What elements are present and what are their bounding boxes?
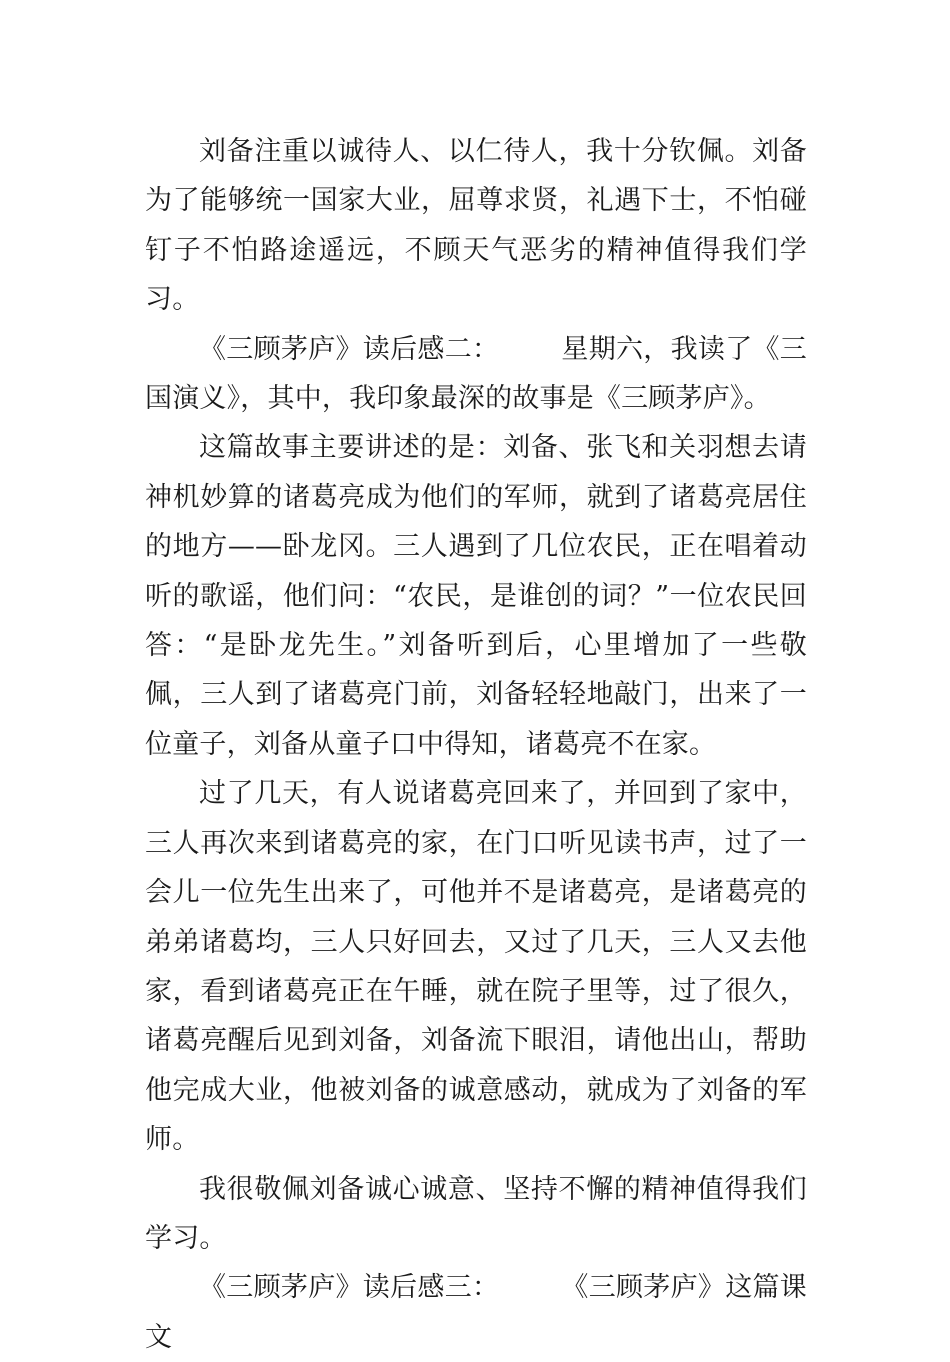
paragraph-text: 刘备注重以诚待人、以仁待人，我十分钦佩。刘备为了能够统一国家大业，屈尊求贤，礼遇下士，不怕碰钉子不怕路途遥远，不顾天气恶劣的精神值得我们学习。 bbox=[145, 136, 807, 316]
paragraph-2 bbox=[145, 325, 807, 424]
section-heading: 《三顾茅庐》读后感三： bbox=[199, 1272, 500, 1304]
section-heading: 《三顾茅庐》读后感二： bbox=[199, 333, 500, 365]
paragraph-text: 《三顾茅庐》这篇课文 bbox=[145, 1272, 807, 1353]
paragraph-4 bbox=[145, 769, 807, 1164]
paragraph-5 bbox=[145, 1165, 807, 1264]
paragraph-text: 这篇故事主要讲述的是：刘备、张飞和关羽想去请神机妙算的诸葛亮成为他们的军师，就到了诸葛亮居住的地方——卧龙冈。三人遇到了几位农民，正在唱着动听的歌谣，他们问：“农民，是谁创的词？”一位农民回答：“是卧龙先生。”刘备听到后，心里增加了一些敬佩，三人到了诸葛亮门前，刘备轻轻地敲门，出来了一位童子，刘备从童子口中得知，诸葛亮不在家。 bbox=[145, 432, 807, 760]
paragraph-text: 我很敬佩刘备诚心诚意、坚持不懈的精神值得我们学习。 bbox=[145, 1173, 807, 1254]
paragraph-3 bbox=[145, 423, 807, 769]
paragraph-6 bbox=[145, 1263, 807, 1362]
document-page bbox=[145, 127, 807, 1362]
paragraph-1 bbox=[145, 127, 807, 325]
paragraph-text: 过了几天，有人说诸葛亮回来了，并回到了家中，三人再次来到诸葛亮的家，在门口听见读书声，过了一会儿一位先生出来了，可他并不是诸葛亮，是诸葛亮的弟弟诸葛均，三人只好回去，又过了几天，三人又去他家，看到诸葛亮正在午睡，就在院子里等，过了很久，诸葛亮醒后见到刘备，刘备流下眼泪，请他出山，帮助他完成大业，他被刘备的诚意感动，就成为了刘备的军师。 bbox=[145, 778, 807, 1156]
paragraph-text: 星期六，我读了《三国演义》，其中，我印象最深的故事是《三顾茅庐》。 bbox=[145, 333, 807, 415]
